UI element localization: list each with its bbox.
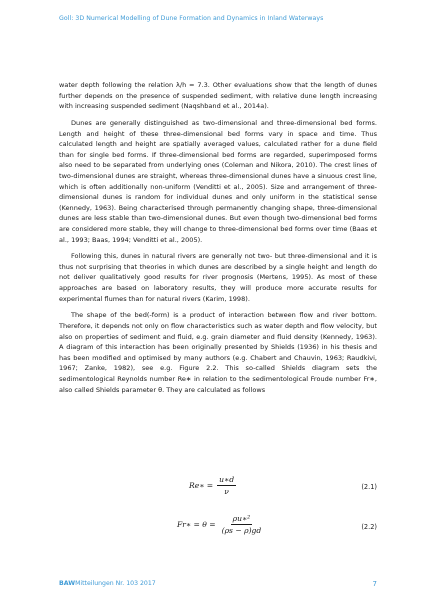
footer-brand: BAW (59, 580, 76, 587)
equation-lhs: Fr∗ = θ = (177, 520, 216, 529)
paragraph-2: Dunes are generally distinguished as two-dimensional and three-dimensional bed forms. Length and height of these three-dimensional bed forms vary in space and time. Thus calculated length and height are spatially averaged values, calculated rather for a dune field than for single bed forms. If three-dimensional bed forms are regarded, superimposed forms also need to be separated from underlying ones (Coleman and Nikora, 2010). The crest lines of two-dimensional dunes are straight, whereas three-dimensional dunes have a sinuous crest line, which is often additionally non-uniform (Venditti et al., 2005). Size and arrangement of three-dimensional dunes is random for individual dunes and only uniform in the statistical sense (Kennedy, 1963). Being characterised through permanently changing shape, three-dimensional dunes are less stable than two-dimensional dunes. But even though two-dimensional bed forms are considered more stable, they will change to three-dimensional bed forms over time (Baas et al., 1993; Baas, 1994; Venditti et al., 2005). (59, 118, 377, 244)
page-number: 7 (372, 580, 377, 588)
running-header: Goll: 3D Numerical Modelling of Dune Formation and Dynamics in Inland Waterways (59, 15, 324, 22)
body-text (59, 80, 377, 401)
equation-2-1 (59, 475, 377, 505)
equation-2-2 (59, 514, 377, 544)
paragraph-1: water depth following the relation λ/h = 7.3. Other evaluations show that the length of dunes further depends on the presence of suspended sediment, with relative dune length increasing with increasing suspended sediment (Naqshband et al., 2014a). (59, 81, 377, 111)
equation-number: (2.1) (361, 483, 377, 491)
paragraph-4: The shape of the bed(-form) is a product of interaction between flow and river bottom. Therefore, it depends not only on flow characteristics such as water depth and flow velocity, but also on properties of sediment and fluid, e.g. grain diameter and fluid density (Kennedy, 1963). A diagram of this interaction has been originally presented by Shields (1936) in his thesis and has been modified and optimised by many authors (e.g. Chabert and Chauvin, 1963; Raudkivi, 1967; Zanke, 1982), see e.g. Figure 2.2. This so-called Shields diagram sets the sedimentological Reynolds number Re∗ in relation to the sedimentological Froude number Fr∗, also called Shields parameter θ. They are calculated as follows (59, 311, 377, 394)
equation-numerator: ρu∗² (232, 514, 251, 523)
equation-fraction (217, 475, 236, 496)
equation-lhs: Re∗ = (189, 481, 214, 490)
equation-denominator: (ρs − ρ)gd (221, 526, 262, 535)
page-footer (59, 580, 377, 587)
equation-number: (2.2) (361, 523, 377, 531)
footer-issue: Mitteilungen Nr. 103 2017 (75, 580, 156, 587)
equation-denominator: ν (224, 487, 229, 496)
equation-fraction (220, 514, 264, 535)
equation-numerator: u∗d (219, 475, 235, 484)
paragraph-3: Following this, dunes in natural rivers are generally not two- but three-dimensional and it is thus not surprising that theories in which dunes are described by a single height and length do not deliver qualitatively good results for river prognosis (Mertens, 1995). As most of these approaches are based on laboratory results, they will produce more accurate results for experimental flumes than for natural rivers (Karim, 1998). (59, 252, 377, 303)
